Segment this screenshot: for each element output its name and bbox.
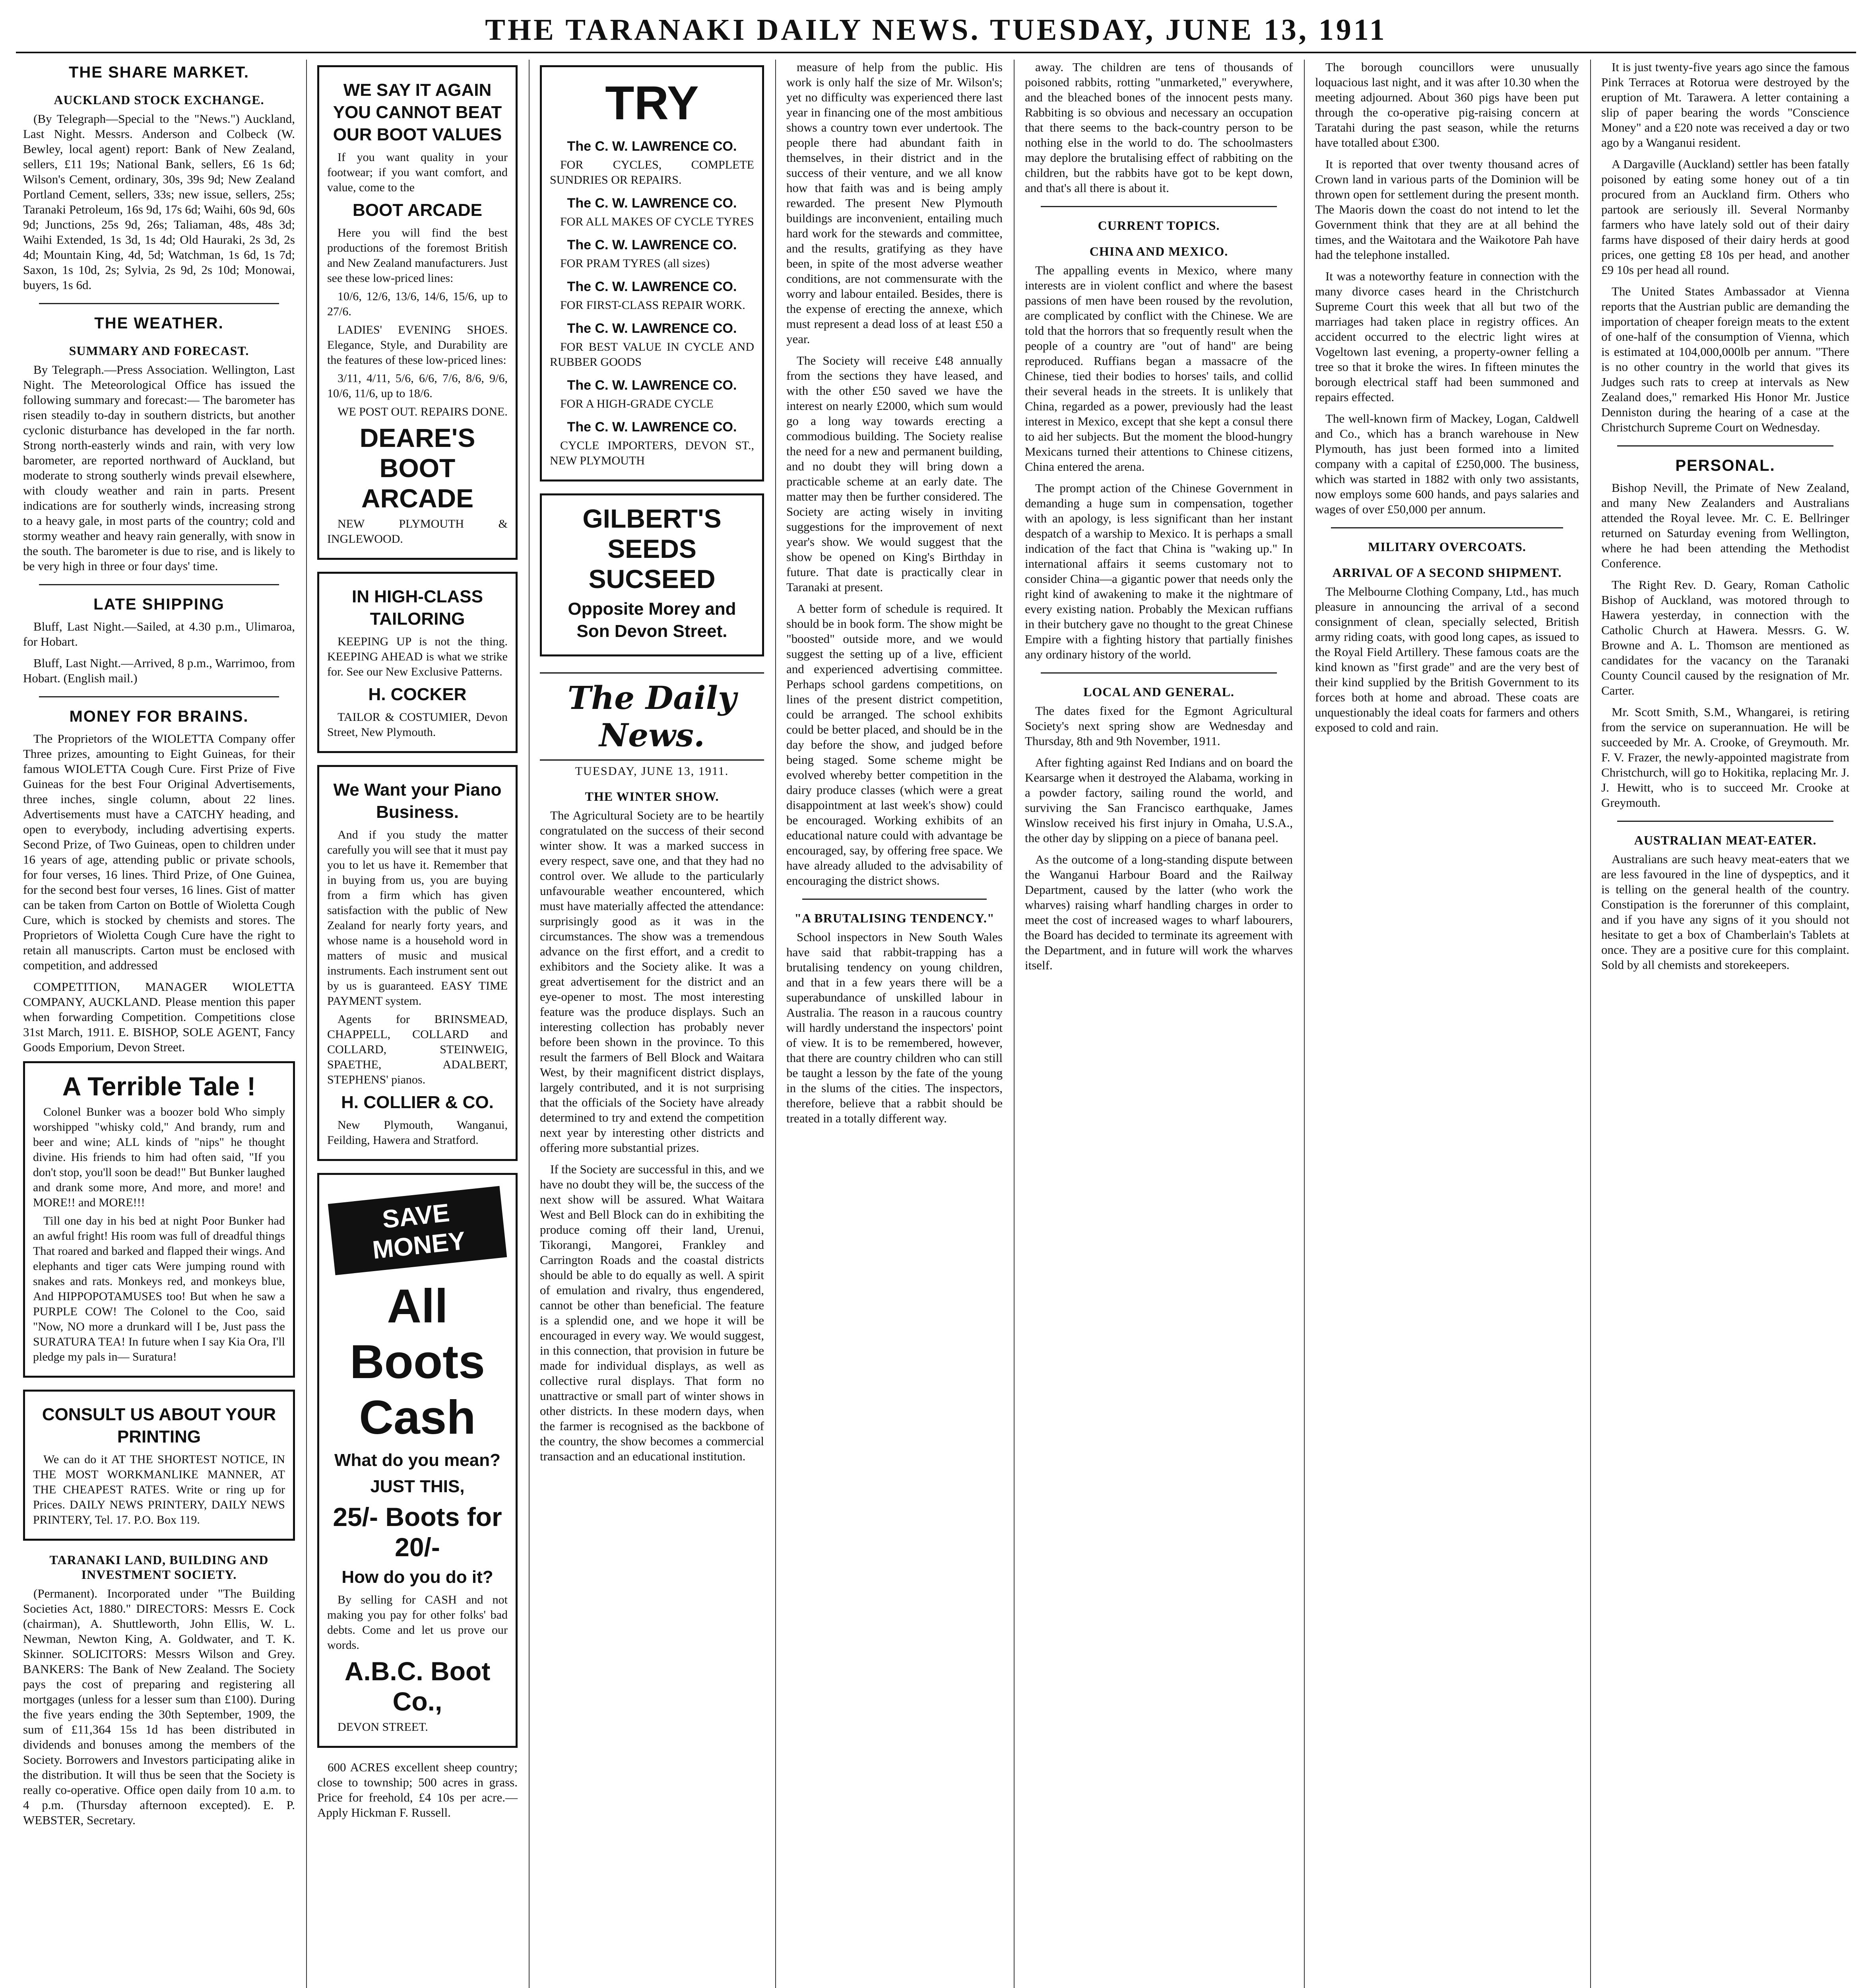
separator — [802, 899, 987, 900]
local-general-text: The borough councillors were unusually loquacious last night, and it was after 10.30 when the meeting adjourned. About 360 pigs have been put through the co-operative pig-raising concern at Taratahi during the past season, while the returns have totalled about £300. — [1315, 60, 1579, 149]
news-paragraph: It is just twenty-five years ago since the famous Pink Terraces at Rotorua were destroyed by the eruption of Mt. Tarawera. A letter containing a slip of paper bearing the words "Conscience Money" and a £20 note was received a day or two ago by a Wanganui resident. — [1601, 60, 1849, 149]
column-rule — [1304, 60, 1305, 1988]
tailoring-text: KEEPING UP is not the thing. KEEPING AHEAD is what we strike for. See our New Exclusive Patterns. — [327, 635, 508, 678]
collier-address: New Plymouth, Wanganui, Feilding, Hawera and Stratford. — [327, 1118, 508, 1147]
winter-show-text: If the Society are successful in this, and we have no doubt they will be, the success of the next show will be assured. What Waitara West and Bell Block can do in exhibiting the produce coming off their land, Urenui, Tikorangi, Mangorei, Frankley and Carrington Roads and the coastal districts should be able to do equally as well. A spirit of emulation and rivalry, thus engendered, cannot be other than beneficial. The feature is a splendid one, and we hope it will be encouraged in every way. We would suggest, in this connection, that provision in future be made for individual displays, as well as collective rural displays. That form no unattractive or small part of winter shows in other districts. In these modern days, when the farmer is recognised as the backbone of the country, the show becomes a commercial transaction and an educational institution. — [540, 1162, 764, 1463]
lawrence-line: FOR A HIGH-GRADE CYCLE — [560, 397, 714, 410]
lawrence-line: FOR CYCLES, COMPLETE SUNDRIES OR REPAIRS. — [550, 158, 754, 186]
cocker-tailoring-ad — [317, 572, 518, 753]
column-rule — [775, 60, 776, 1988]
separator — [39, 584, 279, 585]
piano-heading: We Want your Piano Business. — [333, 780, 502, 822]
printing-ad — [23, 1390, 295, 1541]
column-2 — [310, 60, 525, 1988]
share-market-heading: THE SHARE MARKET. — [68, 64, 250, 81]
abc-name: A.B.C. Boot Co., — [344, 1656, 491, 1716]
land-society-heading: TARANAKI LAND, BUILDING AND INVESTMENT SOCIETY. — [49, 1553, 269, 1582]
abc-address: DEVON STREET. — [338, 1720, 428, 1734]
land-society-text: (Permanent). Incorporated under "The Building Societies Act, 1880." DIRECTORS: Messrs E. Cock (chairman), A. Shuttleworth, John Ellis, W. L. Newman, Newton King, A. Goldwater, and T. K. Skinner. SOLICITORS: Messrs Wilson and Grey. BANKERS: The Bank of New Zealand. The Society pays the cost of preparing and registering all mortgages (unless for a lesser sum than £100). During the five years ending the 30th September, 1909, the sum of £11,364 15s 1d has been distributed in dividends and bonuses among the members of the Society. Borrowers and Investors participating alike in the distribution. It will thus be seen that the Society is really co-operative. Office open daily from 10 a.m. to 4 p.m. (Thursday afternoon excepted). E. P. WEBSTER, Secretary. — [23, 1586, 295, 1827]
terrible-tale-verse: Till one day in his bed at night Poor Bunker had an awful fright! His room was full of dreadful things That roared and barked and flapped their wings. And elephants and tiger cats Were jumping round with snakes and rats. Monkeys red, and monkeys blue, And HIPPOPOTAMUSES too! But when he saw a PURPLE COW! The Colonel to the Coo, said "Now, NO more a drunkard will I be, Just pass the SURATURA TEA! In future when I say Kia Ora, I'll pledge my pals in— Suratura! — [33, 1214, 285, 1363]
collier-name: H. COLLIER & CO. — [341, 1093, 494, 1112]
save-cash: Cash — [359, 1391, 476, 1444]
save-price: 25/- Boots for 20/- — [333, 1502, 502, 1562]
local-general-text: After fighting against Red Indians and on board the Kearsarge when it destroyed the Alabama, working in a powder factory, sailing round the world, and surviving the San Francisco earthquake, James Winslow received his first injury in Omaha, U.S.A., the other day by slipping on a piece of banana peel. — [1025, 755, 1293, 845]
share-market-text: (By Telegraph—Special to the "News.") Auckland, Last Night. Messrs. Anderson and Colbeck (W. Bewley, local agent) report: Bank of New Zealand, sellers, £11 19s; National Bank, sellers, £6 1s 6d; Wilson's Cement, ordinary, 30s, 39s 9d; New Zealand Portland Cement, sellers, 33s; new issue, sellers, 25s; Taranaki Petroleum, 16s 9d, 17s 6d; Waihi, 60s 9d, 60s 9d; Junctions, 25s 9d, 26s; Taliaman, 48s, 48s 3d; Waihi Extended, 1s 3d, 1s 4d; Old Hauraki, 2s 3d, 2s 4d; Mountain King, 4d, 5d; Watchman, 1s 6d, 1s 7d; Saxon, 1s 10d, 2s; Sylvia, 2s 9d, 2s 10d; Monowai, buyers, 1s 6d. — [23, 112, 295, 292]
save-question: What do you mean? — [334, 1450, 500, 1470]
boot-values-text: If you want quality in your footwear; if you want comfort, and value, come to the — [327, 151, 508, 194]
save-money-banner: SAVE MONEY — [328, 1186, 507, 1275]
land-classified: 600 ACRES excellent sheep country; close to township; 500 acres in grass. Price for freehold, £4 10s per acre.—Apply Hickman F. Russell. — [317, 1760, 518, 1819]
column-5 — [1018, 60, 1300, 1988]
share-market-subheading: AUCKLAND STOCK EXCHANGE. — [54, 93, 264, 107]
lawrence-name: The C. W. LAWRENCE CO. — [567, 321, 737, 336]
terrible-tale-ad — [23, 1061, 295, 1378]
personal-heading: PERSONAL. — [1675, 457, 1775, 474]
personal-text: Bishop Nevill, the Primate of New Zealand, and many New Zealanders and Australians attended the Royal levee. Mr. C. E. Bellringer returned on Saturday evening from Wellington, where he had been attending the Methodist Conference. — [1601, 481, 1849, 570]
lawrence-name: The C. W. LAWRENCE CO. — [567, 419, 737, 435]
winter-show-text: The Agricultural Society are to be heartily congratulated on the success of their second winter show. It was a marked success in every respect, save one, and that they had no control over. We allude to the particularly unfavourable weather encountered, which must have materially affected the attendance: surprisingly good as it was in the circumstances. The show was a tremendous advance on the first effort, and a credit to exhibitors and the Society alike. It was a great advertisement for the district and an eye-opener to most. The most interesting feature was the produce displays. Such an interesting collection has probably never before been shown in the province. To this result the farmers of Bell Block and Waitara West, by their magnificent district displays, largely contributed, and it is not surprising that the officials of the Society have already determined to try and extend the competition next year by interesting other districts and offering more substantial prizes. — [540, 808, 764, 1155]
column-6 — [1308, 60, 1586, 1988]
separator — [1617, 445, 1833, 447]
shipping-text: Bluff, Last Night.—Sailed, at 4.30 p.m., Ulimaroa, for Hobart. — [23, 619, 295, 648]
terrible-tale-verse: Colonel Bunker was a boozer bold Who simply worshipped "whisky cold," And brandy, rum and beer and wine; ALL kinds of "nips" he thought divine. His friends to him had often said, "If you don't stop, you'll soon be dead!" But Bunker laughed and drank some more, And more, and more! and MORE!! and MORE!!! — [33, 1105, 285, 1209]
current-topics-heading: CURRENT TOPICS. — [1098, 218, 1220, 233]
terrible-tale-heading: A Terrible Tale ! — [62, 1072, 256, 1101]
military-overcoats-text: The Melbourne Clothing Company, Ltd., has much pleasure in announcing the arrival of a second consignment of clean, specially selected, British army riding coats, with good long capes, as issued to the Royal Field Artillery. These famous coats are the kind known as "first grade" and are the very best of their kind supplied by the British Government to its forces both at home and abroad. These coats are unquestionably the ideal coats for farmers and others exposed to cold and rain. — [1315, 584, 1579, 734]
save-all: All — [387, 1279, 448, 1333]
brutalising-text: away. The children are tens of thousands of poisoned rabbits, rotting "unmarketed," everywhere, and the bleached bones of the innocent pests many. Rabbiting is so obvious and necessary an occupation that there seems to the back-country person to be nothing else in the world to do. The schoolmasters may deplore the brutalising effect of rabbiting on the children, but the rabbits have got to be kept down, and that's all there is about it. — [1025, 60, 1293, 195]
deares-name: DEARE'S BOOT ARCADE — [359, 423, 475, 513]
news-paragraph: A Dargaville (Auckland) settler has been fatally poisoned by eating some honey out of a tin procured from an Auckland firm. Others who partook are seriously ill. Several Normanby farmers who have lately sold out of their dairy farms have disposed of their dairy herds at good prices, one getting £8 10s per head, and another £9 10s per head all round. — [1601, 157, 1849, 277]
boot-values-text: Here you will find the best productions of the foremost British and New Zealand manufacturers. Just see these low-priced lines: — [327, 226, 508, 285]
separator — [1041, 206, 1277, 207]
save-text: By selling for CASH and not making you pay for other folks' bad debts. Come and let us prove our words. — [327, 1593, 508, 1652]
local-general-text: It is reported that over twenty thousand acres of Crown land in various parts of the Dominion will be thrown open for settlement during the present month. The Maoris down the coast do not intend to let the Government think that they are at all behind the times, and the Waitotara and the Waikotore Pah have had the telephone installed. — [1315, 157, 1579, 262]
column-rule — [529, 60, 530, 1988]
boot-prices: 10/6, 12/6, 13/6, 14/6, 15/6, up to 27/6. — [327, 290, 508, 318]
winter-show-text: A better form of schedule is required. It should be in book form. The show might be "boosted" outside more, and we would suggest the setting up of a live, efficient and experienced advertising committee. Perhaps school gardens competitions, on lines of the present district competition, could be arranged. The school exhibits could be better placed, and should be in the day before the show, and judged before being staged. Some scheme might be evolved whereby better competition in the dairy produce classes (which were a great disappointment at last week's show) could be encouraged. Working exhibits of an educational nature could with advantage be encouraged, say, by offering free space. We have already alluded to the advisability of encouraging the district shows. — [786, 602, 1003, 887]
tailor-name: H. COCKER — [368, 685, 467, 704]
weather-heading: THE WEATHER. — [94, 315, 224, 332]
gilberts-seeds-ad — [540, 493, 764, 656]
current-topics-text: The prompt action of the Chinese Government in demanding a huge sum in compensation, together with an apology, is less significant than her instant despatch of a warship to Mexico. It is perhaps a small indication of the fact that China is "waking up." In international affairs it seems customary not to consider China—a gigantic power that needs only the right kind of awakening to make it the nightmare of every existing nation. Probably the Mexican ruffians in their butchery gave no thought to the great Chinese Empire with a fighting history that partially finishes any ordinary history of the world. — [1025, 481, 1293, 661]
separator — [39, 696, 279, 697]
deares-boot-arcade-ad — [317, 65, 518, 560]
personal-text: The Right Rev. D. Geary, Roman Catholic Bishop of Auckland, was motored through to Hawera yesterday, in connection with the Catholic Church at Hawera. Messrs. G. W. Browne and A. L. Thomson are mentioned as candidates for the vacancy on the Taranaki County Council caused by the resignation of Mr. Carter. — [1601, 578, 1849, 697]
lawrence-line: CYCLE IMPORTERS, DEVON ST., NEW PLYMOUTH — [550, 439, 754, 467]
lawrence-name: The C. W. LAWRENCE CO. — [567, 237, 737, 252]
local-general-heading: LOCAL AND GENERAL. — [1083, 685, 1234, 699]
local-general-text: The well-known firm of Mackey, Logan, Caldwell and Co., which has a branch warehouse in New Plymouth, has just been formed into a limited company with a capital of £250,000. The business, which was started in 1882 with only two assistants, now employs some 600 hands, and pays salaries and wages of over £50,000 per annum. — [1315, 412, 1579, 516]
try-heading: TRY — [605, 76, 699, 130]
masthead-title: THE TARANAKI DAILY NEWS. TUESDAY, JUNE 13, 1911 — [485, 13, 1387, 47]
shoe-prices: 3/11, 4/11, 5/6, 6/6, 7/6, 8/6, 9/6, 10/6, 11/6, up to 18/6. — [327, 372, 508, 400]
deares-location: NEW PLYMOUTH & INGLEWOOD. — [327, 517, 508, 546]
collier-piano-ad — [317, 765, 518, 1161]
lawrence-line: FOR FIRST-CLASS REPAIR WORK. — [560, 299, 745, 312]
lawrence-name: The C. W. LAWRENCE CO. — [567, 279, 737, 294]
shipping-text: Bluff, Last Night.—Arrived, 8 p.m., Warrimoo, from Hobart. (English mail.) — [23, 656, 295, 685]
separator — [1041, 672, 1277, 674]
local-general-text: The dates fixed for the Egmont Agricultural Society's next spring show are Wednesday and Thursday, 8th and 9th November, 1911. — [1025, 704, 1293, 748]
post-out-note: WE POST OUT. REPAIRS DONE. — [338, 405, 508, 418]
lawrence-line: FOR PRAM TYRES (all sizes) — [560, 257, 710, 270]
local-general-text: It was a noteworthy feature in connection with the many divorce cases heard in the Christchurch Supreme Court this week that all but two of the marriages had taken place in registry offices. An accident occurred to the electric light wires at Vogeltown last evening, a property-owner felling a tree so that it broke the wires. In fifteen minutes the borough electrical staff had been summoned and repairs effected. — [1315, 269, 1579, 404]
personal-text: Mr. Scott Smith, S.M., Whangarei, is retiring from the service on superannuation. He will be succeeded by Mr. A. Crooke, of Greymouth. Mr. F. V. Frazer, the newly-appointed magistrate from Christchurch, will go to Hokitika, replacing Mr. J. J. Hewitt, who is to succeed Mr. Crooke at Greymouth. — [1601, 705, 1849, 810]
printing-text: We can do it AT THE SHORTEST NOTICE, IN THE MOST WORKMANLIKE MANNER, AT THE CHEAPEST RATES. Write or ring up for Prices. DAILY NEWS PRINTERY, DAILY NEWS PRINTERY, Tel. 17. P.O. Box 119. — [33, 1453, 285, 1526]
money-for-brains-text: The Proprietors of the WIOLETTA Company offer Three prizes, amounting to Eight Guineas, for their famous WIOLETTA Cough Cure. First Prize of Five Guineas for the best Four Original Advertisements, three inches, single column, about 22 lines. Advertisements must have a CATCHY heading, and open to everybody, including advertising experts. Second Prize, of Two Guineas, open to children under 16 years of age, attending public or private schools, for four verses, 16 lines. Third Prize, of One Guinea, for the second best four verses, 16 lines. Gist of matter can be taken from Carton on Bottle of Wioletta Cough Cure, which is stocked by chemists and stores. The Proprietors of Wioletta Cough Cure have the right to retain all manuscripts. Carton must be enclosed with competition, and addressed — [23, 732, 295, 972]
local-general-text: As the outcome of a long-standing dispute between the Wanganui Harbour Board and the Railway Department, caused by the latter (who work the wharves) raising wharf handling charges in order to meet the cost of increased wages to wharf labourers, the Board has decided to terminate its agreement with the Department, and in future will work the wharves itself. — [1025, 852, 1293, 972]
boot-arcade-name: BOOT ARCADE — [353, 200, 482, 220]
gilberts-heading: GILBERT'S SEEDS SUCSEED — [582, 504, 722, 594]
military-overcoats-heading: MILITARY OVERCOATS. — [1368, 540, 1526, 554]
lawrence-line: FOR ALL MAKES OF CYCLE TYRES — [560, 215, 754, 228]
meat-eater-heading: AUSTRALIAN MEAT-EATER. — [1634, 833, 1817, 847]
winter-show-heading: THE WINTER SHOW. — [585, 789, 719, 804]
separator — [1331, 527, 1563, 528]
money-for-brains-heading: MONEY FOR BRAINS. — [69, 708, 249, 725]
piano-text: And if you study the matter carefully you will see that it must pay you to let us have it. Remember that in buying from us, you are buying from a firm which has given satisfaction with the public of New Zealand for nearly forty years, and whose name is a household word in matters of music and musical instruments. Each instrument sent out by us is guaranteed. EASY TIME PAYMENT system. — [327, 828, 508, 1008]
column-rule — [306, 60, 307, 1988]
column-rule — [1590, 60, 1591, 1988]
daily-news-nameplate: The Daily News. — [540, 672, 764, 761]
tailor-address: TAILOR & COSTUMIER, Devon Street, New Plymouth. — [327, 711, 508, 739]
tailoring-heading: IN HIGH-CLASS TAILORING — [352, 587, 483, 629]
save-boots: Boots — [350, 1335, 485, 1388]
weather-subheading: SUMMARY AND FORECAST. — [69, 344, 249, 358]
ladies-shoes-text: LADIES' EVENING SHOES. Elegance, Style, and Durability are the features of these low-priced lines: — [327, 323, 508, 367]
column-7 — [1594, 60, 1856, 1988]
shipping-heading: LATE SHIPPING — [93, 596, 225, 613]
editorial-date: TUESDAY, JUNE 13, 1911. — [575, 765, 729, 778]
lawrence-cycle-ad — [540, 65, 764, 481]
piano-agents: Agents for BRINSMEAD, CHAPPELL, COLLARD and COLLARD, STEINWEIG, SPAETHE, ADALBERT, STEPHENS' pianos. — [327, 1013, 508, 1086]
column-4 — [779, 60, 1010, 1988]
current-topics-text: The appalling events in Mexico, where many interests are in violent conflict and where the basest passions of men have been roused by the revolution, are complicated by conflict with the Chinese. We are told that the horrors that so frequently result when the people of a country are "out of hand" are being reproduced. Ruffians began a massacre of the Chinese, tied their bodies to horses' tails, and collid their several heads in the streets. It is unlikely that China, regarded as a power, previously had the least interest in Mexico, except that she kept a consul there to aid her subjects. But the moment the blood-hungry Mexicans turned their attentions to Chinese citizens, China entered the arena. — [1025, 263, 1293, 474]
lawrence-name: The C. W. LAWRENCE CO. — [567, 378, 737, 393]
column-rule — [1014, 60, 1015, 1988]
lawrence-name: The C. W. LAWRENCE CO. — [567, 139, 737, 154]
lawrence-name: The C. W. LAWRENCE CO. — [567, 196, 737, 211]
boot-values-heading: WE SAY IT AGAIN YOU CANNOT BEAT OUR BOOT VALUES — [333, 80, 502, 144]
brutalising-text: School inspectors in New South Wales have said that rabbit-trapping has a brutalising tendency on young children, and that in a few years there will be a superabundance of unskilled labour in Australia. The reason in a raucous country will hardly understand the inspectors' point of view. It is to be remembered, however, that there are country children who can still be taught a lesson by the fate of the young in the slums of the cities. The inspectors, therefore, believe that a rabbit should be treated in a totally different way. — [786, 930, 1003, 1125]
column-1 — [16, 60, 302, 1988]
weather-text: By Telegraph.—Press Association. Wellington, Last Night. The Meteorological Office has issued the following summary and forecast:— The barometer has risen steadily to-day in southern districts, but another cyclonic disturbance has developed in the far north. Strong north-easterly winds and rain, with very low barometer, are reported northward of Auckland, but moderate to strong southerly winds prevail elsewhere, with cloudy weather and rain in parts. Present indications are for southerly winds, increasing strong to a heavy gale, in most parts of the country; cold and stormy weather and heavy rain generally, with snow in the south. The barometer is due to rise, and is likely to be very high in three or four days' time. — [23, 363, 295, 573]
brutalising-heading: "A BRUTALISING TENDENCY." — [794, 911, 995, 925]
china-mexico-subheading: CHINA AND MEXICO. — [1089, 244, 1228, 258]
save-question: How do you do it? — [341, 1567, 493, 1587]
military-overcoats-subheading: ARRIVAL OF A SECOND SHIPMENT. — [1332, 565, 1562, 580]
separator — [1617, 821, 1833, 822]
masthead — [16, 8, 1856, 53]
news-paragraph: The United States Ambassador at Vienna reports that the Austrian public are demanding the importation of cheaper foreign meats to the extent of one-half of the consumption of Vienna, which is estimated at 104,000,000lb per annum. "There is no other country in the world that gives its Judges such rats to creep at intervals as New Zealand does," remarked His Honor Mr. Justice Denniston during the hearing of a case at the Christchurch Supreme Court on Wednesday. — [1601, 284, 1849, 434]
separator — [39, 303, 279, 304]
printing-heading: CONSULT US ABOUT YOUR PRINTING — [42, 1405, 276, 1446]
gilberts-address: Opposite Morey and Son Devon Street. — [568, 599, 736, 641]
winter-show-text: measure of help from the public. His work is only half the size of Mr. Wilson's; yet no difficulty was experienced there last year in financing one of the most ambitious shows a country town ever undertook. The people there had abundant faith in themselves, in their district and in the success of their venture, and we all know how that faith was and is being amply rewarded. The present New Plymouth buildings are inconvenient, entailing much hard work for the stewards and committee, and the results, gratifying as they have been, in spite of the most adverse weather conditions, are not commensurate with the worry and labour entailed. Besides, there is the expense of erecting the annexe, which must represent a dead loss of at least £50 a year. — [786, 60, 1003, 346]
column-3 — [533, 60, 771, 1988]
lawrence-line: FOR BEST VALUE IN CYCLE AND RUBBER GOODS — [550, 340, 754, 369]
meat-eater-text: Australians are such heavy meat-eaters that we are less favoured in the line of dyspeptics, and it is telling on the general health of the country. Constipation is the forerunner of this complaint, and if you have any signs of it you should not hesitate to get a box of Chamberlain's Tablets at once. They are a positive cure for this complaint. Sold by all chemists and storekeepers. — [1601, 852, 1849, 972]
abc-boot-ad — [317, 1173, 518, 1748]
save-just-this: JUST THIS, — [370, 1477, 465, 1496]
winter-show-text: The Society will receive £48 annually from the sections they have leased, and with the other £50 saved we have the interest on nearly £2000, which sum would go a long way towards erecting a commodious building. The Society realise the need for a new and permanent building, and no doubt they will bring down a practicable scheme at an early date. The matter may then be further considered. The Society are acting wisely in inviting suggestions for the improvement of next year's show. We would suggest that the show be opened on King's Birthday in future. That date is practically clear in Taranaki at present. — [786, 353, 1003, 594]
money-for-brains-text: COMPETITION, MANAGER WIOLETTA COMPANY, AUCKLAND. Please mention this paper when forwarding Competition. Competitions close 31st March, 1911. E. BISHOP, SOLE AGENT, Fancy Goods Emporium, Devon Street. — [23, 980, 295, 1054]
